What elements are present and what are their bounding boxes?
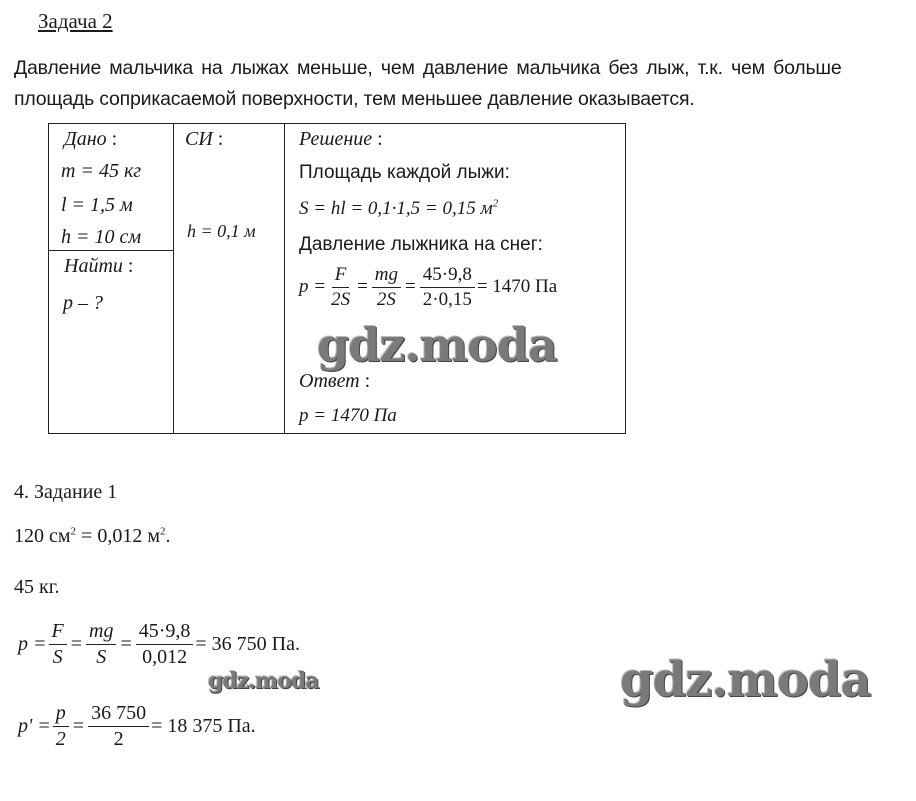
area-formula: S = hl = 0,1·1,5 = 0,15 $м^2$: [299, 197, 499, 219]
fraction-numeric: $\frac{45\cdot 9,8}{2\cdot 0,15}$: [420, 264, 475, 311]
find-value: p – ?: [63, 292, 103, 314]
intro-line-2: площадь соприкасаемой поверхности, тем меньшее давление оказывается.: [14, 88, 695, 110]
section4-area: 120 $см^2 = 0,012$ $м^2$.: [14, 525, 171, 547]
pressure-label: Давление лыжника на снег:: [299, 234, 543, 255]
pressure-formula: p = $\frac{F}{2S}$ = $\frac{mg}{2S}$ = $\frac{45\cdot 9,8}{2\cdot 0,15}$ = 1470 Па: [299, 264, 558, 310]
given-header: Дано :: [64, 128, 118, 150]
given-length: l = 1,5 м: [61, 194, 133, 216]
section4-heading: 4. Задание 1: [14, 481, 118, 503]
watermark-logo-large: gdz.moda: [620, 652, 871, 708]
si-value: h = 0,1 м: [187, 221, 256, 241]
section4-eq1: p = $\frac{F}{S}$ = $\frac{mg}{S}$ = $\frac{45\cdot 9,8}{0,012}$ = 36 750 Па.: [18, 620, 301, 668]
answer-header: Ответ :: [299, 370, 371, 392]
solution-header: Решение :: [299, 128, 383, 150]
area-label: Площадь каждой лыжи:: [299, 162, 510, 183]
answer-value: p = 1470 Па: [299, 405, 397, 426]
fraction-mg-2s: $\frac{mg}{2S}$: [372, 264, 401, 311]
task-title: Задача 2: [38, 9, 113, 33]
si-header: СИ :: [185, 128, 224, 150]
given-width: h = 10 см: [61, 226, 142, 248]
solution-table: [48, 123, 626, 434]
watermark-logo: gdz.moda: [317, 318, 557, 372]
intro-line-1: Давление мальчика на лыжах меньше, чем давление мальчика без лыж, т.к. чем больше: [14, 57, 842, 79]
section4-eq2: p' = $\frac{p}{2}$ = $\frac{36 750}{2}$ = 18 375 Па.: [18, 702, 256, 750]
watermark-logo-small: gdz.moda: [208, 668, 319, 694]
table-divider-2: [284, 124, 285, 433]
given-mass: m = 45 кг: [61, 160, 142, 182]
intro-paragraph: [14, 53, 842, 115]
section4-mass: 45 кг.: [14, 576, 60, 598]
table-divider-1: [173, 124, 174, 433]
find-header: Найти :: [64, 255, 134, 277]
table-divider-given-find: [49, 250, 173, 251]
fraction-f-2s: $\frac{F}{2S}$: [331, 264, 351, 310]
